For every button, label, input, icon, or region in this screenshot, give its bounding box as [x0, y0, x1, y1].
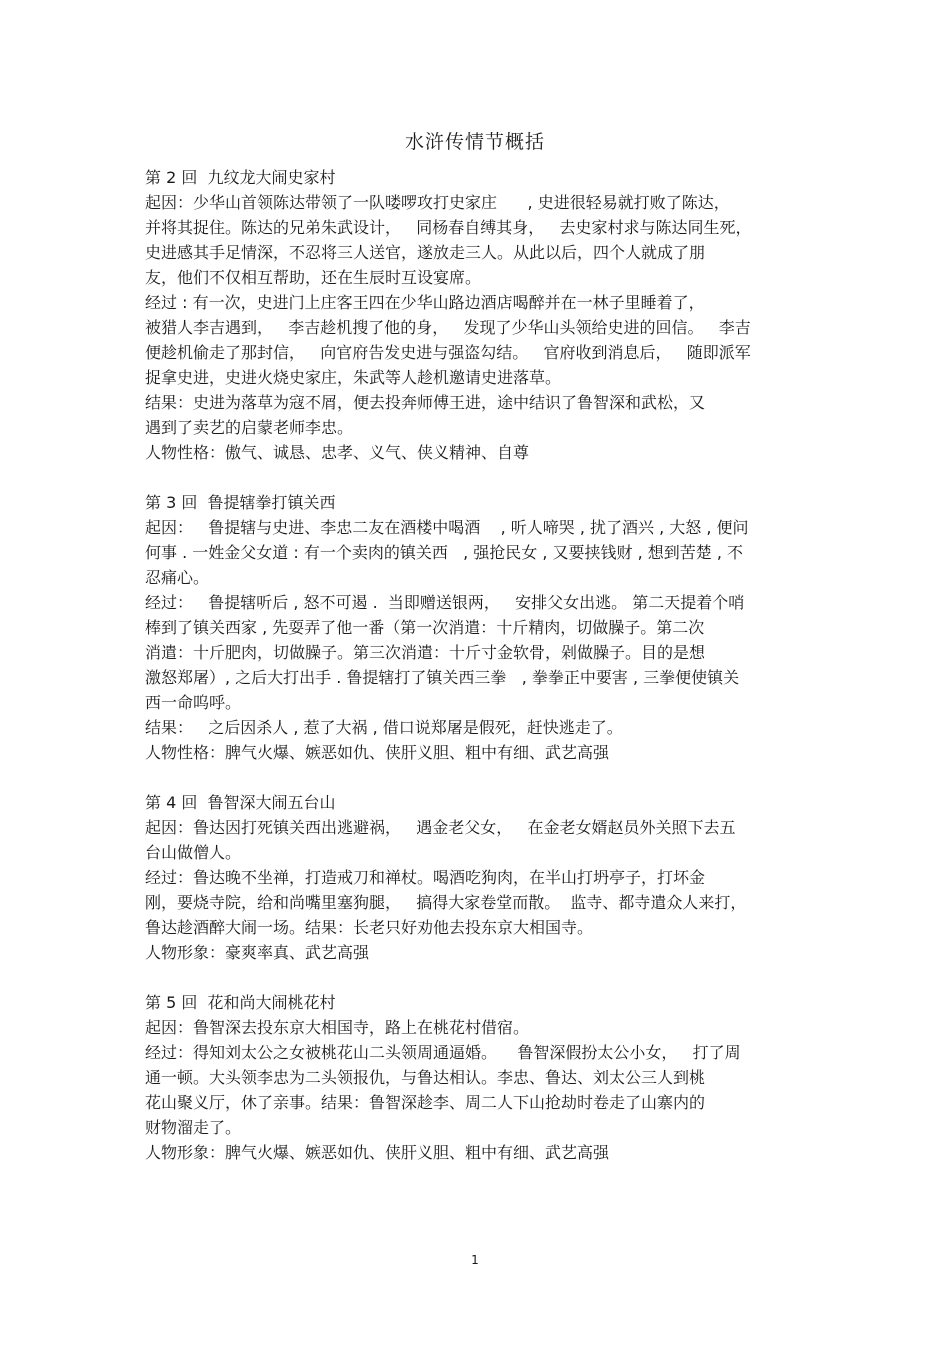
- chapter-5: [145, 990, 810, 1165]
- text-line: 人物形象：脾气火爆、嫉恶如仇、侠肝义胆、粗中有细、武艺高强: [145, 1143, 610, 1162]
- text-line: 友，他们不仅相互帮助，还在生辰时互设宴席。: [145, 268, 482, 287]
- chapter-heading: 第 2 回 九纹龙大闹史家村: [145, 168, 336, 187]
- chapter-heading: 第 4 回 鲁智深大闹五台山: [145, 793, 336, 812]
- text-line: 忍痛心。: [145, 568, 210, 587]
- text-line: 结果：史进为落草为寇不屑，便去投奔师傅王进，途中结识了鲁智深和武松，又: [145, 393, 706, 412]
- text-line: 被猎人李吉遇到， 李吉趁机搜了他的身， 发现了少华山头领给史进的回信。 李吉: [145, 318, 751, 337]
- text-line: 起因：鲁智深去投东京大相国寺，路上在桃花村借宿。: [145, 1018, 530, 1037]
- text-line: 便趁机偷走了那封信， 向官府告发史进与强盗勾结。 官府收到消息后， 随即派军: [145, 343, 751, 362]
- text-line: 经过： 鲁提辖听后 , 怒不可遏 . 当即赠送银两， 安排父女出逃。 第二天提着个哨: [145, 593, 745, 612]
- text-line: 经过 : 有一次，史进门上庄客王四在少华山路边酒店喝醉并在一林子里睡着了，: [145, 293, 705, 312]
- text-line: 人物性格：脾气火爆、嫉恶如仇、侠肝义胆、粗中有细、武艺高强: [145, 743, 610, 762]
- text-line: 财物溜走了。: [145, 1118, 242, 1137]
- text-line: 结果： 之后因杀人 , 惹了大祸 , 借口说郑屠是假死，赶快逃走了。: [145, 718, 623, 737]
- chapter-4: [145, 790, 810, 965]
- chapter-2: [145, 165, 810, 465]
- text-line: 捉拿史进，史进火烧史家庄，朱武等人趁机邀请史进落草。: [145, 368, 562, 387]
- text-line: 刚，要烧寺院，给和尚嘴里塞狗腿， 搞得大家卷堂而散。 监寺、都寺遣众人来打，: [145, 893, 747, 912]
- text-line: 花山聚义厅，休了亲事。结果：鲁智深趁李、周二人下山抢劫时卷走了山寨内的: [145, 1093, 706, 1112]
- text-line: 消遣：十斤肥肉，切做臊子。第三次消遣：十斤寸金软骨，剁做臊子。目的是想: [145, 643, 706, 662]
- text-line: 经过：鲁达晚不坐禅，打造戒刀和禅杖。喝酒吃狗肉，在半山打坍亭子，打坏金: [145, 868, 706, 887]
- document-title: 水浒传情节概括: [404, 131, 545, 153]
- text-line: 激怒郑屠）, 之后大打出手 . 鲁提辖打了镇关西三拳 , 拳拳正中要害 , 三拳便使镇关: [145, 668, 740, 687]
- chapter-3: [145, 490, 810, 765]
- text-line: 人物性格：傲气、诚恳、忠孝、义气、侠义精神、自尊: [145, 443, 530, 462]
- text-line: 鲁达趁酒醉大闹一场。结果：长老只好劝他去投东京大相国寺。: [145, 918, 594, 937]
- document-body: [145, 165, 810, 1190]
- text-line: 棒到了镇关西家 , 先耍弄了他一番（第一次消遣：十斤精肉，切做臊子。第二次: [145, 618, 705, 637]
- text-line: 起因： 鲁提辖与史进、李忠二友在酒楼中喝酒 , 听人啼哭 , 扰了酒兴 , 大怒 , 便问: [145, 518, 749, 537]
- text-line: 起因：鲁达因打死镇关西出逃避祸， 遇金老父女， 在金老女婿赵员外关照下去五: [145, 818, 736, 837]
- text-line: 史进感其手足情深，不忍将三人送官，遂放走三人。从此以后，四个人就成了朋: [145, 243, 706, 262]
- text-line: 西一命呜呼。: [145, 693, 242, 712]
- text-line: 通一顿。大头领李忠为二头领报仇，与鲁达相认。李忠、鲁达、刘太公三人到桃: [145, 1068, 706, 1087]
- chapter-heading: 第 3 回 鲁提辖拳打镇关西: [145, 493, 336, 512]
- text-line: 并将其捉住。陈达的兄弟朱武设计， 同杨春自缚其身， 去史家村求与陈达同生死，: [145, 218, 752, 237]
- text-line: 何事 . 一姓金父女道 : 有一个卖肉的镇关西 , 强抢民女 , 又要挟钱财 , 想到苦楚 , 不: [145, 543, 744, 562]
- text-line: 遇到了卖艺的启蒙老师李忠。: [145, 418, 354, 437]
- chapter-heading: 第 5 回 花和尚大闹桃花村: [145, 993, 336, 1012]
- page-number: 1: [471, 1253, 479, 1267]
- text-line: 起因：少华山首领陈达带领了一队喽啰攻打史家庄 , 史进很轻易就打败了陈达，: [145, 193, 730, 212]
- text-line: 经过：得知刘太公之女被桃花山二头领周通逼婚。 鲁智深假扮太公小女， 打了周: [145, 1043, 741, 1062]
- text-line: 人物形象：豪爽率真、武艺高强: [145, 943, 370, 962]
- text-line: 台山做僧人。: [145, 843, 242, 862]
